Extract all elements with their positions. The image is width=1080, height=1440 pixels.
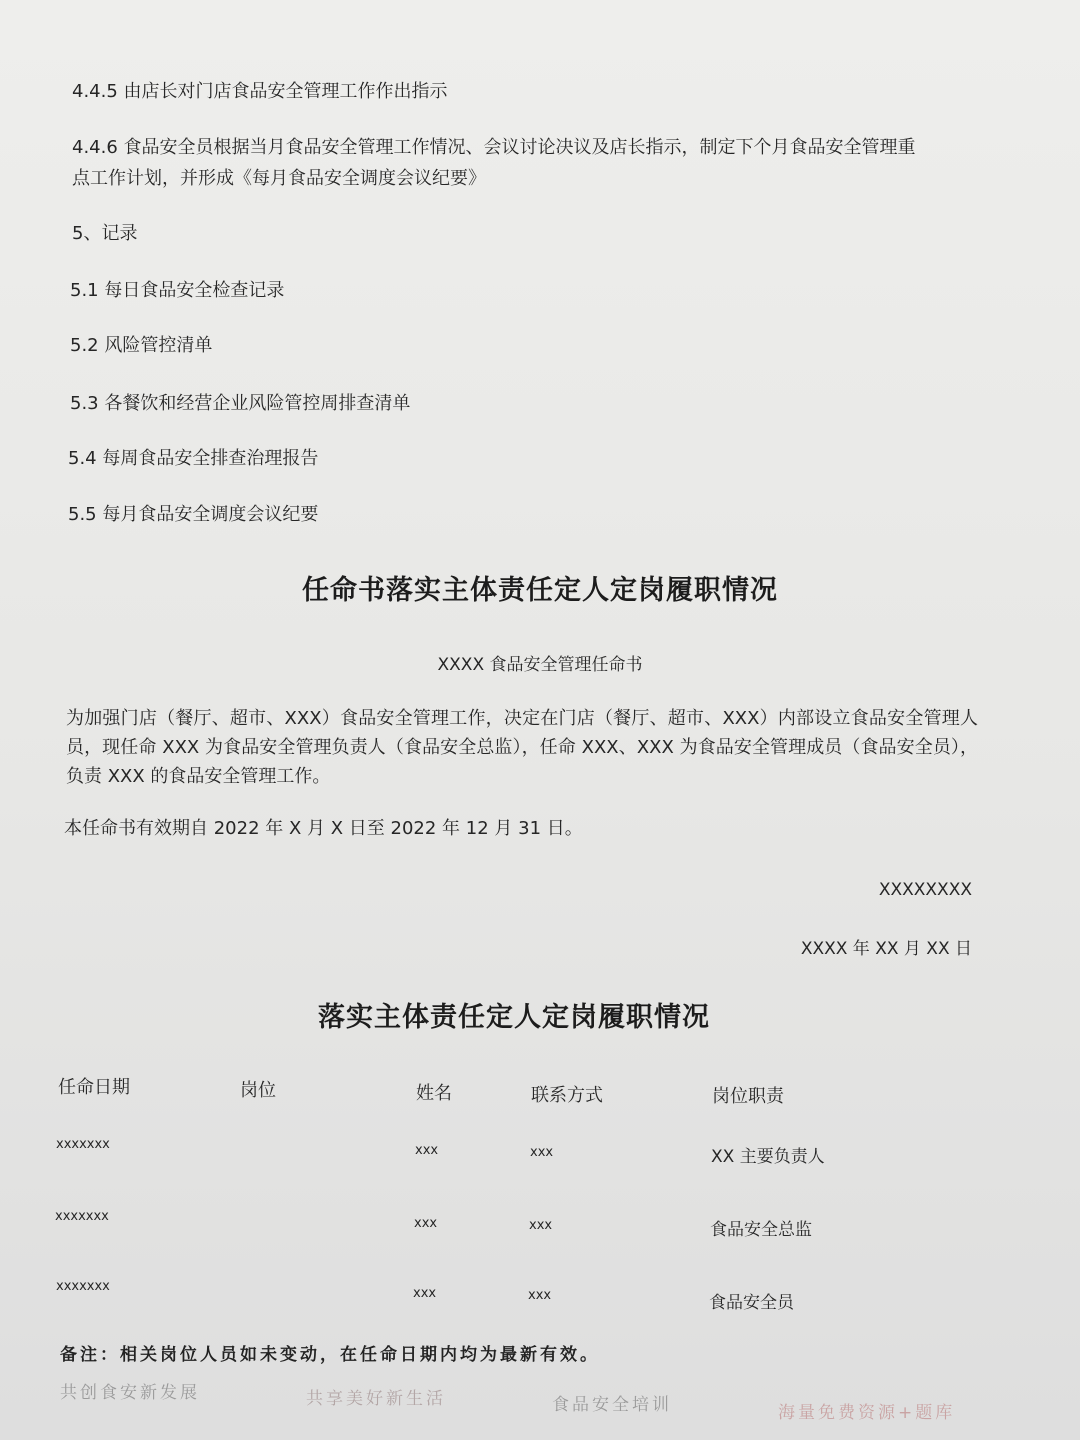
footer-slogan-4: 海量免费资源+题库: [778, 1403, 956, 1423]
item-5-5: 5.5 每月食品安全调度会议纪要: [68, 504, 319, 525]
item-5-1: 5.1 每日食品安全检查记录: [70, 280, 285, 301]
table-cell-duty: 食品安全总监: [710, 1220, 812, 1240]
table-cell-contact: xxx: [530, 1145, 554, 1160]
item-4-4-6-line2: 点工作计划，并形成《每月食品安全调度会议纪要》: [72, 168, 486, 189]
table-cell-name: xxx: [414, 1216, 438, 1231]
table-cell-name: xxx: [413, 1286, 437, 1301]
footer-slogan-2: 共享美好新生活: [306, 1389, 446, 1409]
table-header-name: 姓名: [416, 1083, 452, 1104]
table-cell-date: xxxxxxx: [55, 1209, 109, 1224]
item-5-4: 5.4 每周食品安全排查治理报告: [68, 448, 319, 469]
table-header-contact: 联系方式: [531, 1085, 603, 1106]
item-5-2: 5.2 风险管控清单: [70, 335, 213, 356]
table-cell-duty: XX 主要负责人: [711, 1147, 825, 1167]
table-header-date: 任命日期: [58, 1077, 130, 1098]
footer-slogan-1: 共创食安新发展: [60, 1383, 200, 1403]
appointment-date: XXXX 年 XX 月 XX 日: [800, 939, 972, 959]
section-title: 任命书落实主体责任定人定岗履职情况: [302, 575, 778, 606]
table-cell-duty: 食品安全员: [709, 1293, 794, 1313]
footer-slogan-3: 食品安全培训: [552, 1395, 672, 1415]
table-cell-date: xxxxxxx: [56, 1279, 110, 1294]
table-header-post: 岗位: [240, 1080, 276, 1101]
appointment-issuer: XXXXXXXX: [878, 880, 972, 900]
appointment-body: 为加强门店（餐厅、超市、XXX）食品安全管理工作，决定在门店（餐厅、超市、XXX）内部设立食品安全管理人员，现任命 XXX 为食品安全管理负责人（食品安全总监），任命 XXX、XXX 为食品安全管理成员（食品安全员），负责 XXX 的食品安全管理工作。: [66, 708, 978, 787]
table-cell-date: xxxxxxx: [56, 1137, 110, 1152]
appointment-validity: 本任命书有效期自 2022 年 X 月 X 日至 2022 年 12 月 31 日。: [64, 818, 583, 839]
table-cell-contact: xxx: [528, 1288, 552, 1303]
table-header-duty: 岗位职责: [712, 1086, 784, 1107]
section-5-heading: 5、记录: [72, 223, 138, 244]
table-cell-name: xxx: [415, 1143, 439, 1158]
table-note: 备注：相关岗位人员如未变动，在任命日期内均为最新有效。: [60, 1345, 600, 1365]
table-title: 落实主体责任定人定岗履职情况: [318, 1002, 710, 1033]
table-cell-contact: xxx: [529, 1218, 553, 1233]
item-5-3: 5.3 各餐饮和经营企业风险管控周排查清单: [70, 393, 411, 414]
appointment-subtitle: XXXX 食品安全管理任命书: [437, 655, 643, 675]
item-4-4-5: 4.4.5 由店长对门店食品安全管理工作作出指示: [72, 81, 448, 102]
item-4-4-6-line1: 4.4.6 食品安全员根据当月食品安全管理工作情况、会议讨论决议及店长指示，制定下个月食品安全管理重: [72, 137, 916, 158]
